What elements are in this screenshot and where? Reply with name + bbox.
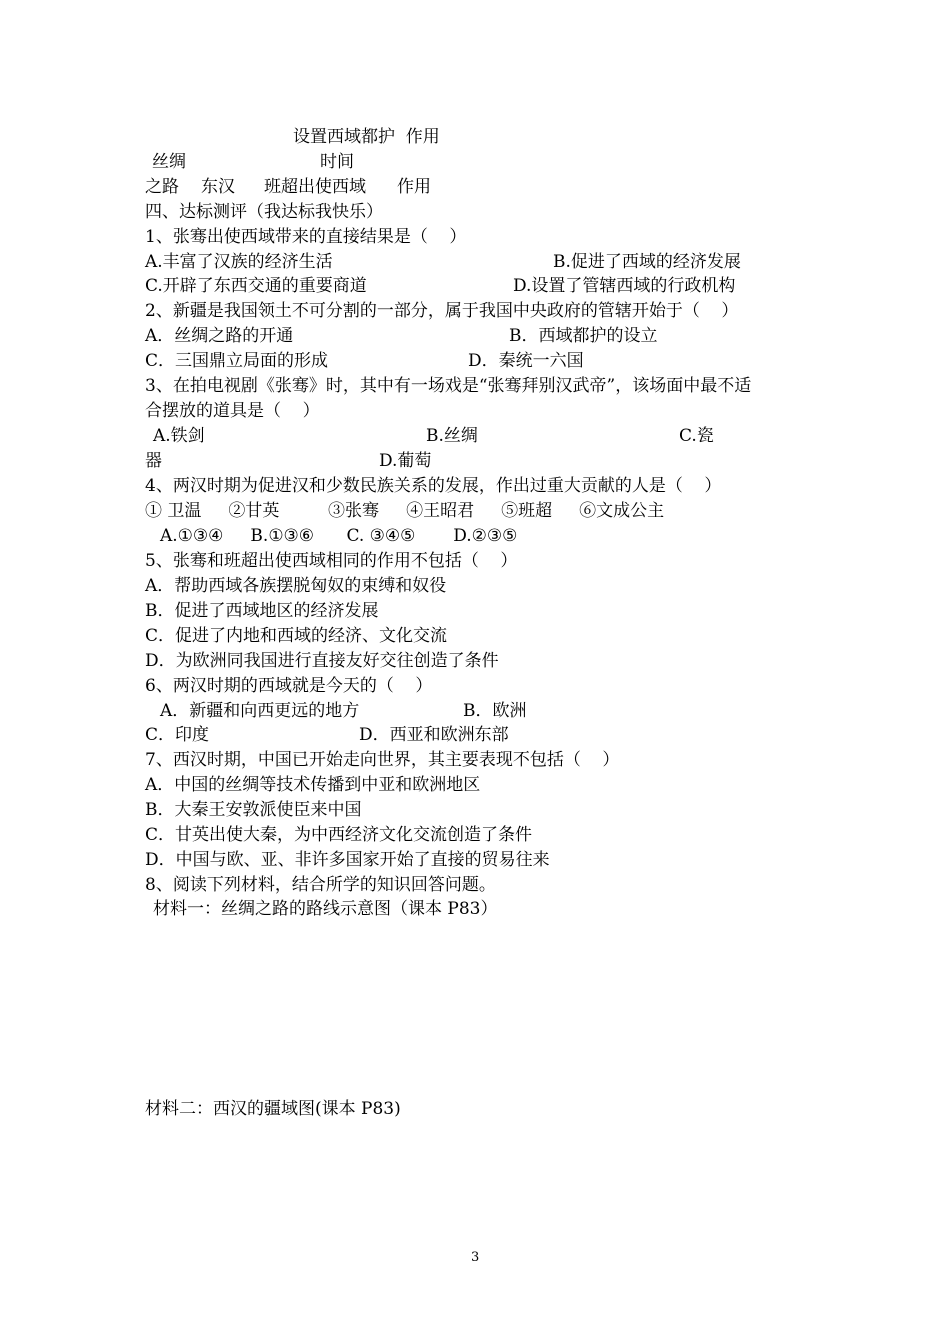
q4-options: A.①③④ B.①③⑥ C. ③④⑤ D.②③⑤	[160, 526, 518, 546]
q5-option-c: C．促进了内地和西域的经济、文化交流	[145, 626, 448, 646]
section-title: 四、达标测评（我达标我快乐）	[145, 202, 383, 222]
q3-option-c-continued: 器	[145, 451, 162, 471]
table-cell-east-han: 东汉	[201, 177, 235, 197]
q5-option-d: D．为欧洲同我国进行直接友好交往创造了条件	[145, 651, 499, 671]
q7-option-a: A．中国的丝绸等技术传播到中亚和欧洲地区	[145, 775, 481, 795]
q1-option-b: B.促进了西域的经济发展	[553, 252, 741, 272]
q1-stem: 1、张骞出使西域带来的直接结果是（ ）	[145, 227, 467, 247]
q8-material-2: 材料二：西汉的疆域图(课本 P83)	[145, 1099, 401, 1119]
q2-option-d: D．秦统一六国	[468, 351, 584, 371]
q7-option-c: C．甘英出使大秦，为中西经济文化交流创造了条件	[145, 825, 533, 845]
table-cell-effect: 作用	[397, 177, 431, 197]
q2-option-c: C．三国鼎立局面的形成	[145, 351, 329, 371]
q8-material-1: 材料一：丝绸之路的路线示意图（课本 P83）	[153, 899, 498, 919]
q5-option-a: A．帮助西域各族摆脱匈奴的束缚和奴役	[145, 576, 447, 596]
q4-items: ① 卫温 ②甘英 ③张骞 ④王昭君 ⑤班超 ⑥文成公主	[145, 501, 665, 521]
q7-option-d: D．中国与欧、亚、非许多国家开始了直接的贸易往来	[145, 850, 550, 870]
q6-stem: 6、两汉时期的西域就是今天的（ ）	[145, 676, 433, 696]
q1-option-d: D.设置了管辖西域的行政机构	[513, 276, 736, 296]
q3-stem-line2: 合摆放的道具是（ ）	[145, 401, 320, 421]
q6-option-c: C．印度	[145, 725, 210, 745]
q5-option-b: B．促进了西域地区的经济发展	[145, 601, 379, 621]
table-cell-ban-chao: 班超出使西域	[264, 177, 366, 197]
q5-stem: 5、张骞和班超出使西域相同的作用不包括（ ）	[145, 551, 518, 571]
q7-option-b: B．大秦王安敦派使臣来中国	[145, 800, 362, 820]
q3-option-c: C.瓷	[679, 426, 714, 446]
q2-option-a: A．丝绸之路的开通	[145, 326, 294, 346]
table-cell-time: 时间	[320, 152, 354, 172]
table-cell-silk: 丝绸	[152, 152, 186, 172]
q7-stem: 7、西汉时期，中国已开始走向世界，其主要表现不包括（ ）	[145, 750, 620, 770]
page-number: 3	[471, 1250, 480, 1265]
table-cell-road: 之路	[145, 177, 179, 197]
q8-stem: 8、阅读下列材料，结合所学的知识回答问题。	[145, 875, 496, 895]
q6-option-b: B．欧洲	[463, 701, 527, 721]
q3-stem-line1: 3、在拍电视剧《张骞》时，其中有一场戏是“张骞拜别汉武帝”，该场面中最不适	[145, 376, 752, 396]
q1-option-c: C.开辟了东西交通的重要商道	[145, 276, 367, 296]
q3-option-b: B.丝绸	[426, 426, 478, 446]
q6-option-a: A．新疆和向西更远的地方	[160, 701, 360, 721]
q3-option-a: A.铁剑	[153, 426, 205, 446]
q2-stem: 2、新疆是我国领土不可分割的一部分，属于我国中央政府的管辖开始于（ ）	[145, 301, 739, 321]
q2-option-b: B．西域都护的设立	[509, 326, 658, 346]
q3-option-d: D.葡萄	[379, 451, 432, 471]
q4-stem: 4、两汉时期为促进汉和少数民族关系的发展，作出过重大贡献的人是（ ）	[145, 476, 722, 496]
q1-option-a: A.丰富了汉族的经济生活	[145, 252, 333, 272]
q6-option-d: D．西亚和欧洲东部	[359, 725, 509, 745]
table-row-1: 设置西域都护 作用	[293, 127, 440, 147]
